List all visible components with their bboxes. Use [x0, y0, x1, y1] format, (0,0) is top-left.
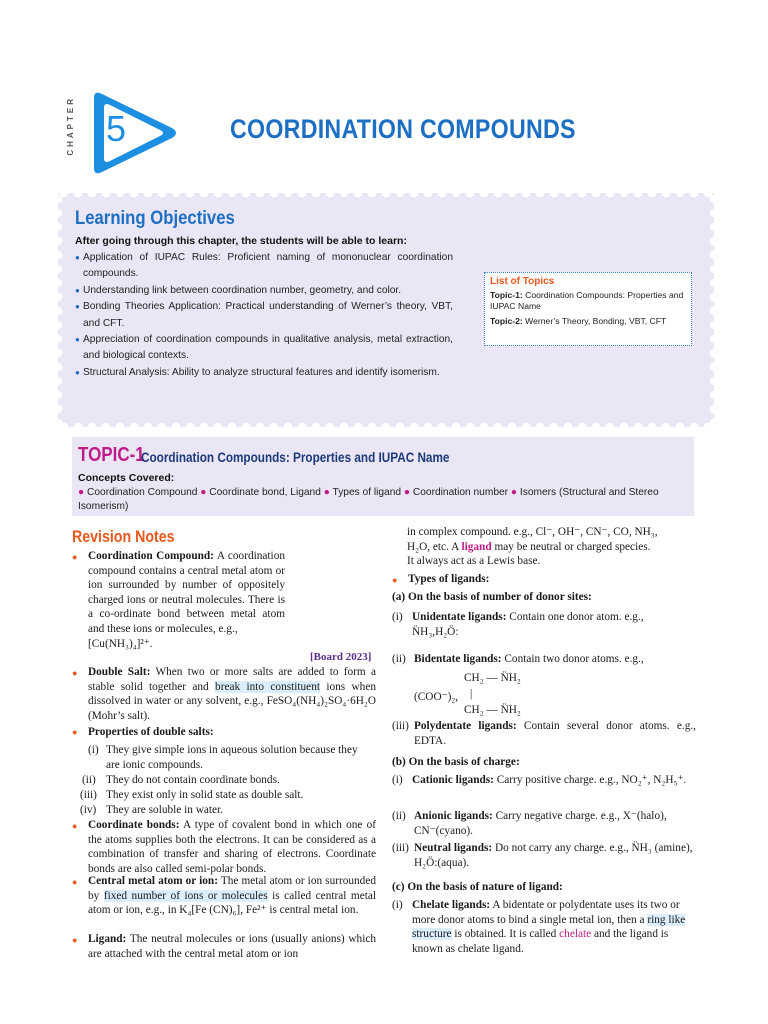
prop-text: They exist only in solid state as double salt. [106, 789, 304, 801]
board-tag: [Board 2023] [310, 651, 372, 663]
double-salt-note: Double Salt: When two or more salts are added to form a stable solid together and break into constituent ions when dissolved in water or any solvent, e.g., FeSO₄(NH₄)₂SO₄·6H₂O (Mohr’s salt). [88, 666, 377, 722]
topic-1-entry: Topic-1: Coordination Compounds: Properties and IUPAC Name [490, 290, 684, 311]
coordination-compound-note: Coordination Compound: A coordination compound contains a central metal atom or ion surrounded by number of oppositely charged ions or neutral molecules. There is a co-ordinate bond between metal atom and these ions or molecules, e.g., [Cu(NH₃)₄]²⁺. [88, 550, 285, 650]
learning-objectives-intro: After going through this chapter, the students will be able to learn: [75, 235, 407, 247]
coordinate-bonds-note: Coordinate bonds: A type of covalent bond in which one of the atoms supplies both the electrons. It can be considered as a combination of transfer and sharing of electrons. Coordinate bonds are also called semi-polar bonds. [88, 819, 376, 875]
ethylenediamine-bottom: CH₂ — N̈H₂ [464, 704, 521, 716]
item-num: (iii) [392, 720, 409, 732]
prop-num: (iv) [80, 804, 97, 816]
objectives-list [75, 250, 453, 381]
item-num: (i) [392, 899, 403, 911]
item-num: (ii) [392, 810, 406, 822]
polydentate-note: Polydentate ligands: Contain several donor atoms. e.g., EDTA. [414, 720, 696, 747]
donor-sites-heading: (a) On the basis of number of donor sites: [392, 591, 592, 603]
ethylenediamine-top: CH₂ — N̈H₂ [464, 672, 521, 684]
cationic-note: Cationic ligands: Carry positive charge. e.g., NO₂⁺, N₂H₅⁺. [412, 774, 687, 786]
topic-title: Coordination Compounds: Properties and IUPAC Name [141, 450, 450, 465]
revision-notes-heading: Revision Notes [72, 528, 175, 546]
item-num: (ii) [392, 653, 406, 665]
prop-num: (ii) [82, 774, 96, 786]
prop-text: They are soluble in water. [106, 804, 224, 816]
oxalate-formula: (COO⁻)₂, [414, 691, 459, 703]
anionic-note: Anionic ligands: Carry negative charge. e.g., X⁻(halo), CN⁻(cyano). [414, 810, 667, 837]
ligand-note: Ligand: The neutral molecules or ions (usually anions) which are attached with the central metal atom or ion [88, 933, 377, 960]
item-num: (i) [392, 611, 403, 623]
objective-item: ● Understanding link between coordination number, geometry, and color. [75, 283, 453, 299]
concepts-heading: Concepts Covered: [78, 472, 175, 484]
topic-label: TOPIC-1 [78, 444, 145, 466]
prop-text: They give simple ions in aqueous solution because they are ionic compounds. [106, 744, 358, 771]
objective-item: ● Bonding Theories Application: Practical understanding of Werner’s theory, VBT, and CFT. [75, 299, 453, 332]
objective-item: ● Appreciation of coordination compounds in qualitative analysis, metal extraction, and biological contexts. [75, 332, 453, 365]
types-of-ligands-heading: Types of ligands: [408, 573, 490, 585]
bidentate-note: Bidentate ligands: Contain two donor atoms. e.g., [414, 653, 644, 665]
learning-objectives-heading: Learning Objectives [75, 208, 235, 229]
prop-num: (i) [88, 744, 99, 756]
chapter-title: COORDINATION COMPOUNDS [230, 114, 576, 144]
unidentate-note: Unidentate ligands: Contain one donor atom. e.g., N̈H₃,H₂Ö: [412, 611, 644, 638]
prop-num: (iii) [80, 789, 97, 801]
properties-heading: Properties of double salts: [88, 726, 214, 738]
chapter-number: 5 [106, 108, 127, 149]
central-metal-note: Central metal atom or ion: The metal atom or ion surrounded by fixed number of ions or molecules is called central metal atom or ion, e.g., in K₄[Fe (CN)₆], Fe²⁺ is central metal ion. [88, 875, 377, 917]
nature-heading: (c) On the basis of nature of ligand: [392, 881, 563, 893]
chapter-badge-icon [86, 88, 186, 178]
item-num: (i) [392, 774, 403, 786]
topics-list-heading: List of Topics [490, 276, 555, 287]
neutral-note: Neutral ligands: Do not carry any charge. e.g., N̈H₃ (amine), H₂Ö:(aqua). [414, 842, 693, 869]
objective-item: ● Application of IUPAC Rules: Proficient naming of mononuclear coordination compounds. [75, 250, 453, 283]
ligand-note-continued: in complex compound. e.g., Cl⁻, OH⁻, CN⁻, CO, NH₃, H₂O, etc. A ligand may be neutral or charged species. It always act as a Lewis base. [407, 526, 658, 568]
topic-2-entry: Topic-2: Werner’s Theory, Bonding, VBT, CFT [490, 316, 667, 326]
chelate-note: Chelate ligands: A bidentate or polydentate uses its two or more donor atoms to bind a single metal ion, then a ring like structure is obtained. It is called chelate and the ligand is known as chelate ligand. [412, 899, 686, 955]
objective-item: ● Structural Analysis: Ability to analyze structural features and identify isomerism. [75, 365, 453, 381]
concepts-list: ● Coordination Compound ● Coordinate bond, Ligand ● Types of ligand ● Coordination number ● Isomers (Structural and Stereo Isomerism) [78, 487, 659, 512]
prop-text: They do not contain coordinate bonds. [106, 774, 280, 786]
charge-heading: (b) On the basis of charge: [392, 756, 520, 768]
item-num: (iii) [392, 842, 409, 854]
bond-line: | [470, 688, 473, 700]
chapter-label: CHAPTER [66, 96, 75, 156]
